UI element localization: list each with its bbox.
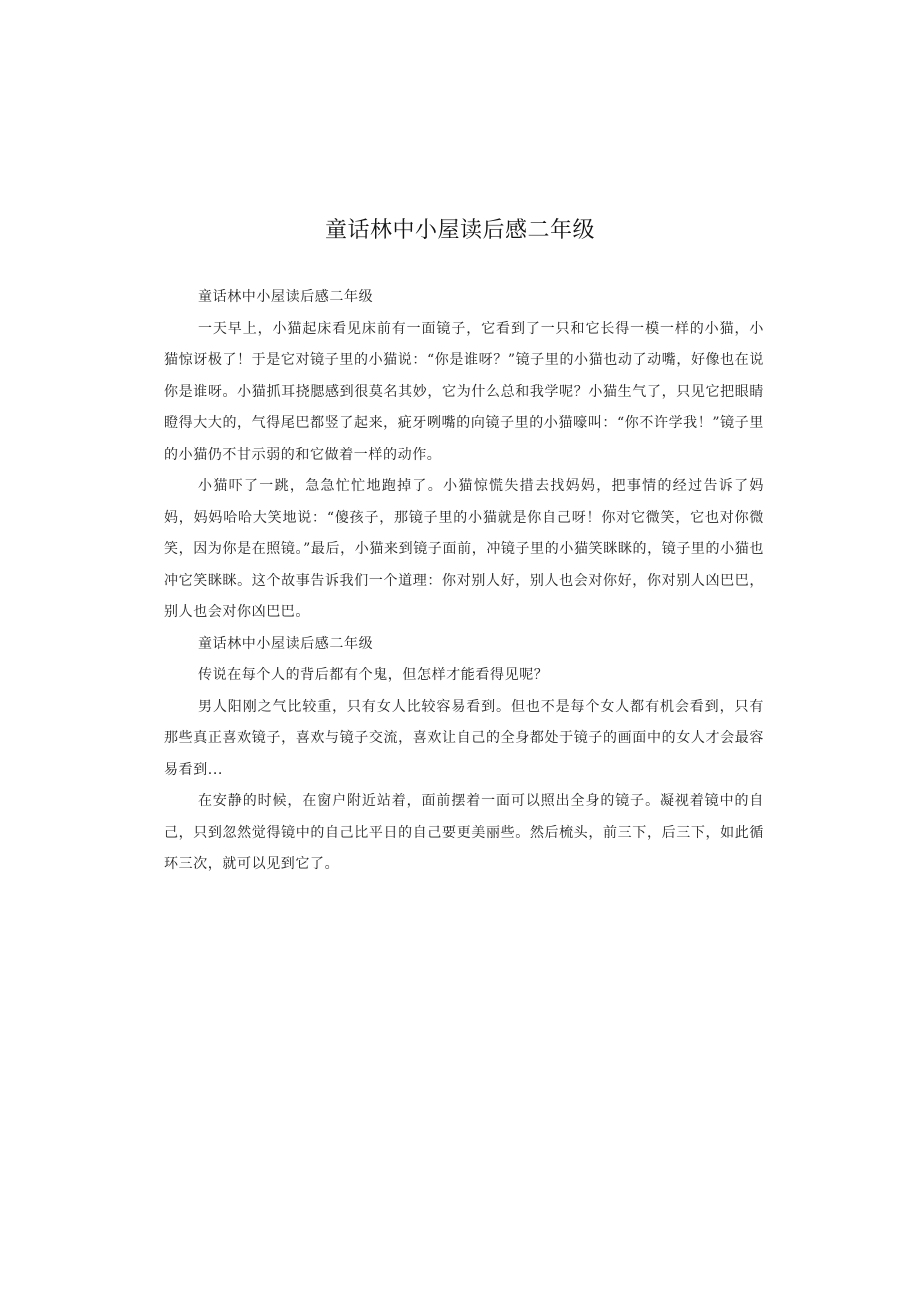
paragraph-subtitle-2: 童话林中小屋读后感二年级 — [198, 635, 374, 652]
paragraph-story-lesson: 小猫吓了一跳，急急忙忙地跑掉了。小猫惊慌失措去找妈妈，把事情的经过告诉了妈妈，妈妈哈哈大笑地说：“傻孩子，那镜子里的小猫就是你自己呀！你对它微笑，它也对你微笑，因为你是在照镜。”最后，小猫来到镜子面前，冲镜子里的小猫笑眯眯的，镜子里的小猫也冲它笑眯眯。这个故事告诉我们一个道理：你对别人好，别人也会对你好，你对别人凶巴巴，别人也会对你凶巴巴。 — [164, 478, 764, 620]
paragraph-legend-intro: 传说在每个人的背后都有个鬼，但怎样才能看得见呢？ — [198, 667, 549, 683]
paragraph-story-mirror-cat: 一天早上，小猫起床看见床前有一面镜子，它看到了一只和它长得一模一样的小猫，小猫惊讶极了！于是它对镜子里的小猫说：“你是谁呀？”镜子里的小猫也动了动嘴，好像也在说你是谁呀。小猫抓耳挠腮感到很莫名其妙，它为什么总和我学呢？小猫生气了，只见它把眼睛瞪得大大的，气得尾巴都竖了起来，疵牙咧嘴的向镜子里的小猫嚎叫：“你不许学我！”镜子里的小猫仍不甘示弱的和它做着一样的动作。 — [164, 320, 764, 463]
document-title: 童话林中小屋读后感二年级 — [324, 218, 595, 243]
paragraph-subtitle-1: 童话林中小屋读后感二年级 — [198, 289, 374, 305]
document-body — [164, 282, 764, 881]
paragraph-legend-ritual: 在安静的时候，在窗户附近站着，面前摆着一面可以照出全身的镜子。凝视着镜中的自己，只到忽然觉得镜中的自己比平日的自己要更美丽些。然后梳头，前三下，后三下，如此循环三次，就可以见到它了。 — [164, 793, 764, 872]
paragraph-legend-women: 男人阳刚之气比较重，只有女人比较容易看到。但也不是每个女人都有机会看到，只有那些真正喜欢镜子，喜欢与镜子交流，喜欢让自己的全身都处于镜子的画面中的女人才会最容易看到... — [164, 698, 764, 778]
